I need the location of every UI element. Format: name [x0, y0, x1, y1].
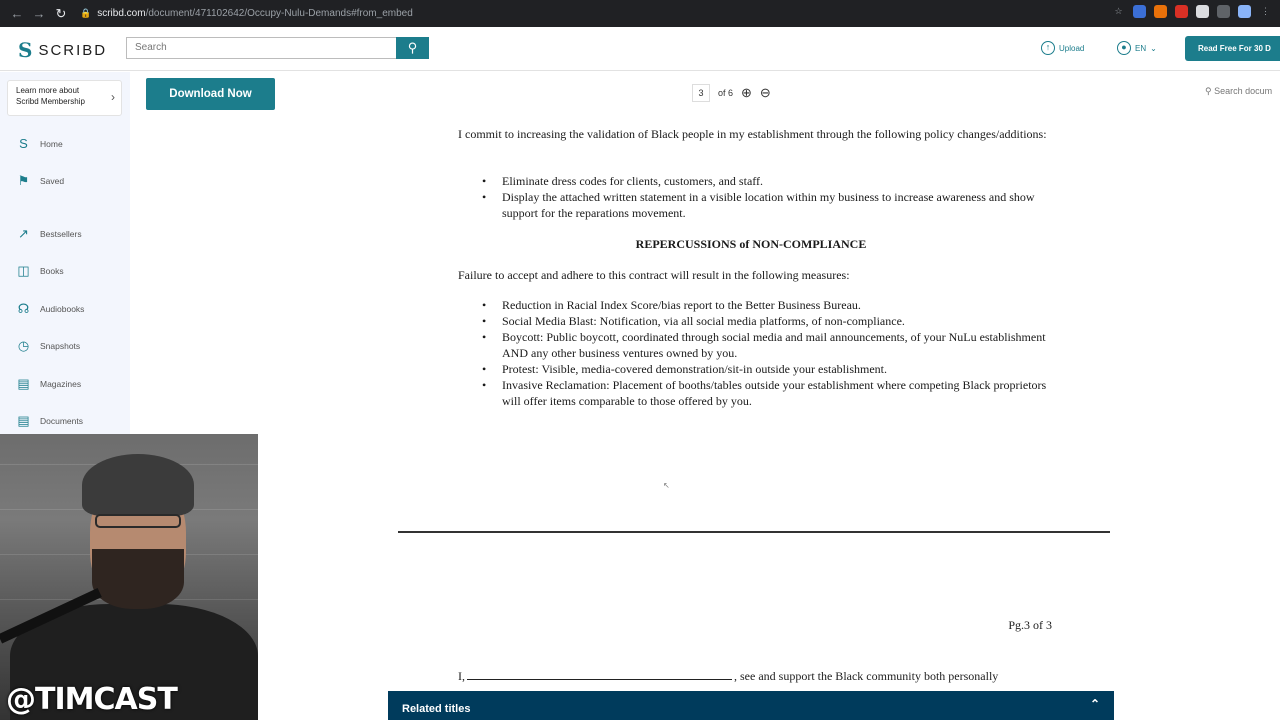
list-item: • Invasive Reclamation: Placement of booths/tables outside your establishment where competing Black proprietors will offer items comparable to those offered by you.: [482, 377, 1054, 409]
url-host: scribd.com: [97, 8, 146, 19]
commitment-paragraph: I commit to increasing the validation of Black people in my establishment through the following policy changes/additions:: [458, 127, 1047, 141]
upload-label: Upload: [1059, 43, 1085, 53]
lock-icon: 🔒: [80, 8, 92, 18]
sidebar-item-label: Books: [40, 266, 64, 276]
membership-line-1: Learn more about: [16, 86, 80, 95]
sign-prefix: I,: [458, 669, 465, 683]
sidebar-item-label: Saved: [40, 176, 65, 186]
sidebar-item-saved[interactable]: [16, 173, 64, 189]
list-item: • Boycott: Public boycott, coordinated through social media and mail announcements, of your NuLu establishment AND any other business ventures owned by you.: [482, 329, 1054, 361]
membership-card[interactable]: [7, 80, 122, 116]
sidebar-item-label: Bestsellers: [40, 229, 82, 239]
list-item: • Eliminate dress codes for clients, customers, and staff.: [482, 173, 1054, 189]
related-titles-bar[interactable]: [388, 691, 1114, 720]
scribd-logo[interactable]: [18, 38, 107, 62]
failure-paragraph: Failure to accept and adhere to this contract will result in the following measures:: [458, 268, 850, 282]
search-input[interactable]: Search: [126, 37, 396, 59]
extension-icon[interactable]: [1133, 5, 1146, 18]
presenter-glasses: [95, 514, 181, 528]
sidebar-item-books[interactable]: [16, 263, 64, 279]
download-now-button[interactable]: Download Now: [146, 78, 275, 110]
document-icon: ▤: [17, 413, 30, 428]
extension-icon[interactable]: [1154, 5, 1167, 18]
scribd-s-icon: S: [18, 38, 33, 62]
list-item: • Display the attached written statement in a visible location within my business to increase awareness and show support for the reparations movement.: [482, 189, 1054, 221]
commitment-list: [482, 173, 1054, 221]
profile-avatar[interactable]: [1238, 5, 1251, 18]
document-search-placeholder: Search docum: [1214, 86, 1273, 96]
search-icon: ⚲: [1205, 86, 1212, 96]
stopwatch-icon: ◷: [17, 338, 30, 353]
trending-icon: ↗: [18, 226, 29, 241]
document-viewer: [388, 118, 1114, 720]
sidebar-item-magazines[interactable]: [16, 376, 81, 392]
related-titles-label: Related titles: [402, 703, 471, 715]
upload-icon: ↑: [1041, 41, 1055, 55]
document-search-input[interactable]: [1205, 86, 1272, 97]
signature-blank: [467, 670, 732, 680]
zoom-in-icon[interactable]: ⊕: [741, 85, 752, 100]
sidebar-item-label: Audiobooks: [40, 304, 85, 314]
book-icon: ◫: [17, 263, 30, 278]
list-item: • Protest: Visible, media-covered demonstration/sit-in outside your establishment.: [482, 361, 1054, 377]
scribd-s-icon: S: [19, 136, 28, 151]
forward-arrow-icon[interactable]: →: [32, 6, 46, 21]
chevron-down-icon: ⌄: [1150, 43, 1157, 53]
list-item: • Social Media Blast: Notification, via all social media platforms, of non-compliance.: [482, 313, 1054, 329]
extension-icons: [1112, 5, 1272, 18]
reload-icon[interactable]: ↻: [55, 5, 67, 21]
search-icon: ⚲: [407, 40, 418, 55]
sidebar-item-label: Snapshots: [40, 341, 81, 351]
presenter-beanie: [82, 454, 194, 516]
language-label: EN: [1135, 43, 1147, 53]
address-bar[interactable]: [80, 4, 413, 24]
back-arrow-icon[interactable]: ←: [10, 6, 24, 21]
signature-line: [458, 669, 1054, 684]
magazine-icon: ▤: [17, 376, 30, 391]
sidebar-item-bestsellers[interactable]: [16, 226, 82, 242]
page-total: of 6: [718, 88, 734, 98]
bookmark-icon: ⚑: [17, 173, 30, 188]
chevron-up-icon[interactable]: ⌃: [1089, 697, 1100, 711]
upload-button[interactable]: [1041, 41, 1084, 55]
sidebar-item-label: Home: [40, 138, 63, 149]
channel-watermark: @TIMCAST: [6, 682, 177, 717]
chevron-right-icon: ›: [111, 90, 115, 104]
presenter-beard: [92, 549, 184, 609]
search-button[interactable]: [396, 37, 429, 59]
mouse-cursor-icon: ↖: [663, 481, 670, 490]
zoom-out-icon[interactable]: ⊖: [759, 85, 771, 100]
section-heading: REPERCUSSIONS of NON-COMPLIANCE: [635, 237, 867, 251]
sidebar-item-documents[interactable]: [16, 413, 83, 429]
sidebar-item-audiobooks[interactable]: [16, 301, 84, 317]
document-page: [388, 118, 1114, 536]
webcam-overlay: [0, 434, 258, 720]
globe-icon: ●: [1117, 41, 1131, 55]
star-icon[interactable]: ☆: [1114, 6, 1123, 16]
extension-icon[interactable]: [1175, 5, 1188, 18]
page-number-input[interactable]: 3: [692, 84, 710, 102]
sidebar-item-snapshots[interactable]: [16, 338, 80, 354]
sidebar-item-home[interactable]: [16, 136, 63, 151]
browser-toolbar: [0, 0, 1280, 27]
page-navigator: [692, 84, 771, 102]
menu-icon[interactable]: ⋮: [1261, 6, 1270, 16]
page-divider: [398, 531, 1110, 533]
extension-icon[interactable]: [1196, 5, 1209, 18]
read-free-button[interactable]: Read Free For 30 D: [1185, 36, 1280, 61]
sidebar-item-label: Documents: [40, 416, 83, 426]
measures-list: [482, 297, 1054, 409]
url-path: /document/471102642/Occupy-Nulu-Demands#from_embed: [145, 8, 413, 19]
logo-text: SCRIBD: [38, 41, 108, 59]
extension-icon[interactable]: [1217, 5, 1230, 18]
headphones-icon: ☊: [17, 301, 30, 316]
sidebar: [0, 72, 130, 434]
site-header: [0, 27, 1280, 71]
language-selector[interactable]: [1117, 41, 1157, 55]
sign-suffix: , see and support the Black community both personally: [734, 669, 999, 683]
page-label: Pg.3 of 3: [1008, 618, 1052, 632]
membership-line-2: Scribd Membership: [16, 97, 85, 106]
sidebar-item-label: Magazines: [40, 379, 82, 389]
list-item: • Reduction in Racial Index Score/bias report to the Better Business Bureau.: [482, 297, 1054, 313]
